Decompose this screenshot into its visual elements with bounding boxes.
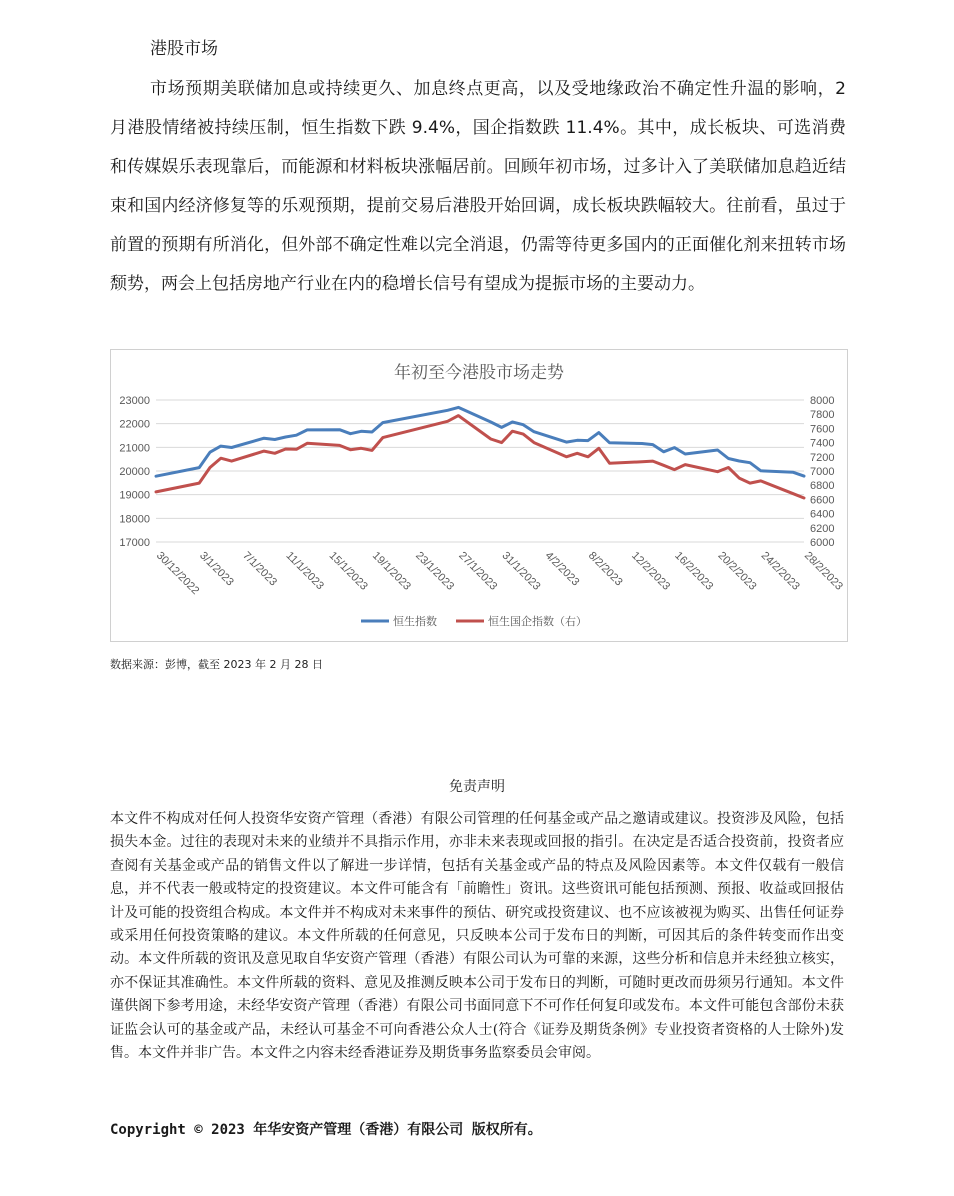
y-right-tick-label: 6800 [810,480,835,493]
x-tick-label: 8/2/2023 [585,549,625,589]
x-tick-label: 27/1/2023 [456,549,500,593]
legend-label: 恒生指数 [393,615,437,628]
y-left-tick-label: 23000 [119,395,150,407]
y-left-tick-label: 22000 [119,418,150,431]
y-right-tick-label: 7800 [810,409,835,422]
market-commentary-paragraph: 市场预期美联储加息或持续更久、加息终点更高，以及受地缘政治不确定性升温的影响，2 月港股情绪被持续压制，恒生指数下跌 9.4%，国企指数跌 11.4%。其中，成长板块、可选消费和传媒娱乐表现靠后，而能源和材料板块涨幅居前。回顾年初市场，过多计入了美联储加息趋近结束和国内经济修复等的乐观预期，提前交易后港股开始回调，成长板块跌幅较大。往前看，虽过于前置的预期有所消化，但外部不确定性难以完全消退，仍需等待更多国内的正面催化剂来扭转市场颓势，两会上包括房地产行业在内的稳增长信号有望成为提振市场的主要动力。 [110,79,846,294]
chart-title: 年初至今港股市场走势 [394,363,564,383]
x-tick-label: 30/12/2022 [153,549,202,598]
market-trend-chart [111,350,847,641]
y-right-tick-label: 6000 [810,537,835,549]
x-tick-label: 20/2/2023 [715,549,759,593]
y-right-tick-label: 7000 [810,466,835,478]
x-tick-label: 28/2/2023 [801,549,845,593]
y-left-tick-label: 20000 [119,466,150,478]
copyright-notice: Copyright © 2023 年华安资产管理（香港）有限公司 版权所有。 [110,1122,542,1138]
y-left-tick-label: 17000 [119,537,150,549]
disclaimer-title: 免责声明 [449,779,505,795]
y-left-tick-label: 21000 [119,442,150,455]
section-heading: 港股市场 [150,39,218,59]
x-tick-label: 24/2/2023 [758,549,802,593]
x-tick-label: 23/1/2023 [413,549,457,593]
x-tick-label: 16/2/2023 [672,549,716,593]
x-tick-label: 3/1/2023 [197,549,236,589]
x-tick-label: 15/1/2023 [326,549,370,593]
disclaimer-body: 本文件不构成对任何人投资华安资产管理（香港）有限公司管理的任何基金或产品之邀请或建议。投资涉及风险，包括损失本金。过往的表现对未来的业绩并不具指示作用，亦非未来表现或回报的指引。在决定是否适合投资前，投资者应查阅有关基金或产品的销售文件以了解进一步详情，包括有关基金或产品的特点及风险因素等。本文件仅载有一般信息，并不代表一般或特定的投资建议。本文件可能含有「前瞻性」资讯。这些资讯可能包括预测、预报、收益或回报估计及可能的投资组合构成。本文件并不构成对未来事件的预估、研究或投资建议、也不应该被视为购买、出售任何证券或采用任何投资策略的建议。本文件所载的任何意见，只反映本公司于发布日的判断，可因其后的条件转变而作出变动。本文件所载的资讯及意见取自华安资产管理（香港）有限公司认为可靠的来源，这些分析和信息并未经独立核实，亦不保证其准确性。本文件所载的资料、意见及推测反映本公司于发布日的判断，可随时更改而毋须另行通知。本文件谨供阁下参考用途，未经华安资产管理（香港）有限公司书面同意下不可作任何复印或发布。本文件可能包含部份未获证监会认可的基金或产品，未经认可基金不可向香港公众人士(符合《证券及期货条例》专业投资者资格的人士除外)发售。本文件并非广告。本文件之内容未经香港证券及期货事务监察委员会审阅。 [110,811,844,1062]
y-left-tick-label: 19000 [119,489,150,502]
y-right-tick-label: 8000 [810,395,835,407]
y-left-tick-label: 18000 [119,513,150,526]
x-tick-label: 31/1/2023 [499,549,543,593]
y-right-tick-label: 6400 [810,508,835,521]
x-tick-label: 19/1/2023 [369,549,413,593]
x-tick-label: 4/2/2023 [542,549,582,589]
x-tick-label: 11/1/2023 [283,549,326,593]
series-line-hsi [156,407,804,476]
y-right-tick-label: 6200 [810,522,835,535]
chart-container [110,349,848,642]
source-note: 数据来源：彭博，截至 2023 年 2 月 28 日 [110,658,323,671]
y-right-tick-label: 7600 [810,423,835,436]
y-right-tick-label: 7400 [810,437,835,450]
legend-label: 恒生国企指数（右） [488,615,587,628]
series-line-hscei [156,416,804,498]
x-tick-label: 7/1/2023 [240,549,280,589]
y-right-tick-label: 7200 [810,451,835,464]
y-right-tick-label: 6600 [810,494,835,507]
x-tick-label: 12/2/2023 [629,549,673,593]
